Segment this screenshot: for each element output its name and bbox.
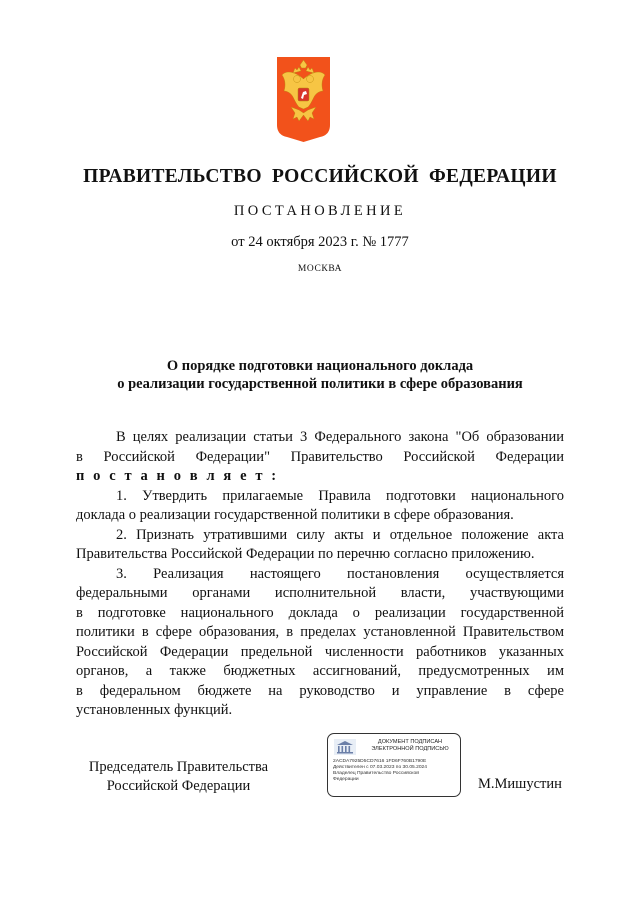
position-line: Российской Федерации — [106, 778, 251, 794]
stamp-title-line: ДОКУМЕНТ ПОДПИСАН — [377, 739, 443, 745]
position-line: Председатель Правительства — [88, 759, 269, 775]
text-line: органов, а также бюджетных ассигнований, предусмотренных им — [76, 663, 564, 679]
stamp-owner: Федерации — [333, 777, 359, 782]
text-line: политики в сфере образования, в пределах установленной Правительством — [76, 624, 564, 640]
stamp-title — [362, 739, 458, 753]
paragraph-item-1 — [76, 487, 564, 526]
stamp-title-line: ЭЛЕКТРОННОЙ ПОДПИСЬЮ — [371, 746, 449, 752]
text-line: в Российской Федерации" Правительство Российской Федерации — [76, 448, 564, 465]
signatory-position — [76, 758, 281, 796]
stamp-owner: Владелец Правительство Российской — [333, 771, 419, 776]
stamp-certificate: 2ACDA7925D5CD7616 1FD6F760B1790E — [333, 759, 427, 764]
document-date-number: от 24 октября 2023 г. № 1777 — [231, 234, 409, 250]
subject-line: о реализации государственной политики в сфере образования — [117, 375, 523, 392]
text-line: федеральными органами исполнительной власти, участвующими — [76, 585, 564, 601]
text-line: 2. Признать утратившими силу акты и отдельное положение акта — [116, 526, 564, 543]
text-line: в подготовке национального доклада о реализации государственной — [76, 604, 564, 621]
document-subject — [60, 358, 580, 393]
government-building-icon — [334, 739, 356, 755]
e-signature-stamp — [327, 733, 461, 797]
preamble-paragraph — [76, 428, 564, 487]
paragraph-item-2 — [76, 526, 564, 565]
signatory-name: М.Мишустин — [478, 776, 562, 792]
stamp-details — [333, 759, 457, 783]
paragraph-item-3 — [76, 565, 564, 721]
subject-line: О порядке подготовки национального доклада — [166, 358, 474, 374]
decree-word: п о с т а н о в л я е т : — [76, 468, 279, 484]
text-line: в федеральном бюджете на руководство и управление в сфере — [76, 682, 564, 699]
document-city: МОСКВА — [297, 264, 343, 274]
document-type: ПОСТАНОВЛЕНИЕ — [233, 203, 407, 219]
text-line: 1. Утвердить прилагаемые Правила подготовки национального — [116, 487, 564, 504]
document-body — [76, 428, 564, 721]
coat-of-arms-icon — [277, 57, 330, 142]
text-line: В целях реализации статьи 3 Федерального закона "Об образовании — [116, 429, 564, 445]
text-line: доклада о реализации государственной политики в сфере образования. — [76, 507, 514, 523]
text-line: установленных функций. — [76, 702, 233, 718]
text-line: Правительства Российской Федерации по перечню согласно приложению. — [76, 546, 535, 562]
text-line: Российской Федерации предельной численности работников указанных — [76, 643, 564, 660]
stamp-validity: Действителен с 07.03.2023 по 30.05.2024 — [333, 765, 427, 770]
text-line: 3. Реализация настоящего постановления осуществляется — [116, 565, 564, 582]
government-title: ПРАВИТЕЛЬСТВО РОССИЙСКОЙ ФЕДЕРАЦИИ — [83, 166, 557, 187]
